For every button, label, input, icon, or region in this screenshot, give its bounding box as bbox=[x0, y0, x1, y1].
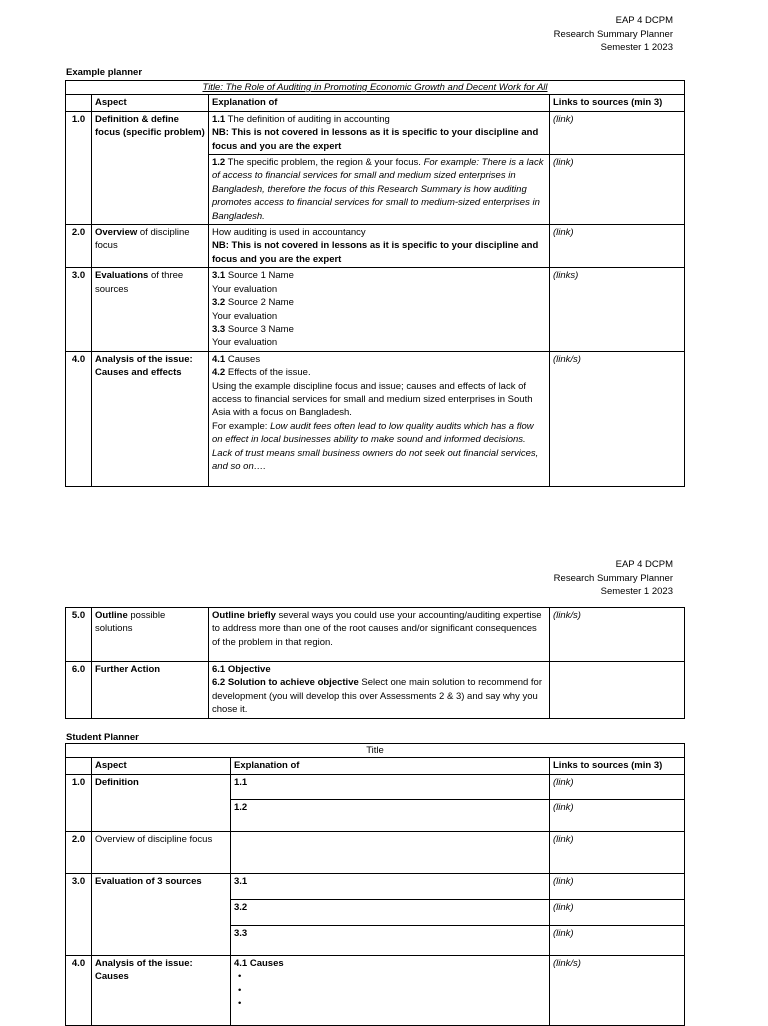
semester: Semester 1 2023 bbox=[600, 586, 673, 597]
aspect-cell bbox=[92, 268, 209, 351]
table-row bbox=[66, 111, 685, 154]
page-header-1 bbox=[554, 14, 673, 55]
row-number: 4.0 bbox=[66, 955, 92, 1025]
course-code: EAP 4 DCPM bbox=[615, 15, 673, 26]
explanation-cell bbox=[209, 155, 550, 225]
source-link[interactable]: (links) bbox=[550, 268, 685, 351]
source-link[interactable]: (link/s) bbox=[550, 351, 685, 486]
aspect-cell: Evaluation of 3 sources bbox=[92, 873, 231, 955]
example-planner-label: Example planner bbox=[66, 67, 143, 78]
course-code: EAP 4 DCPM bbox=[615, 559, 673, 570]
col-links: Links to sources (min 3) bbox=[550, 95, 685, 111]
source-link[interactable]: (link) bbox=[550, 774, 685, 799]
item-number: 4.2 bbox=[212, 367, 226, 379]
col-links: Links to sources (min 3) bbox=[550, 758, 685, 774]
row-number: 3.0 bbox=[66, 873, 92, 955]
item-text: Source 2 Name bbox=[225, 297, 294, 309]
explanation-cell bbox=[209, 268, 550, 351]
item-number: 3.3 bbox=[212, 323, 226, 335]
item-bold: Outline briefly bbox=[212, 610, 276, 621]
row-number: 1.0 bbox=[66, 774, 92, 831]
source-link[interactable]: (link/s) bbox=[550, 955, 685, 1025]
student-title[interactable]: Title bbox=[66, 744, 685, 758]
doc-title: Research Summary Planner bbox=[553, 28, 673, 40]
example-label: For example: bbox=[212, 420, 271, 432]
source-link[interactable]: (link) bbox=[550, 799, 685, 831]
explanation-cell[interactable]: 3.3 bbox=[231, 925, 550, 955]
aspect-cell: Analysis of the issue: Causes bbox=[92, 955, 231, 1025]
table-row bbox=[66, 873, 685, 899]
table-row bbox=[66, 351, 685, 486]
item-text: Source 3 Name bbox=[225, 323, 294, 335]
aspect-cell bbox=[92, 608, 209, 662]
header-row bbox=[66, 95, 685, 111]
item-number: 3.2 bbox=[212, 297, 226, 309]
aspect-bold: Overview bbox=[95, 227, 138, 239]
row-number: 4.0 bbox=[66, 351, 92, 486]
item-number: 4.1 bbox=[212, 353, 226, 365]
doc-title: Research Summary Planner bbox=[553, 572, 673, 584]
title-row bbox=[66, 744, 685, 758]
item-text: Select one main solution to recommend for development (you will develop this over Assessments 2 & 3) and say why you chose it. bbox=[212, 677, 542, 716]
item-text: Using the example discipline focus and issue; causes and effects of lack of access to financial services for small and medium sized enterprises in South Asia with a focus on Bangladesh. bbox=[212, 380, 533, 419]
table-row bbox=[66, 774, 685, 799]
item-number: 1.2 bbox=[212, 157, 226, 169]
explanation-cell bbox=[209, 351, 550, 486]
row-number: 6.0 bbox=[66, 662, 92, 719]
source-link[interactable]: (link) bbox=[550, 925, 685, 955]
table-row bbox=[66, 268, 685, 351]
explanation-cell[interactable]: 1.2 bbox=[231, 799, 550, 831]
aspect-bold: Evaluations bbox=[95, 270, 149, 282]
row-number: 1.0 bbox=[66, 111, 92, 224]
table-row bbox=[66, 955, 685, 1025]
source-link[interactable]: (link) bbox=[550, 831, 685, 873]
evaluation-text: Your evaluation bbox=[212, 283, 278, 295]
aspect-cell: Definition & define focus (specific problem) bbox=[92, 111, 209, 224]
col-aspect: Aspect bbox=[92, 95, 209, 111]
aspect-rest: of three sources bbox=[95, 270, 184, 295]
explanation-cell[interactable]: 1.1 bbox=[231, 774, 550, 799]
item-text: several ways you could use your accounting/auditing expertise to address more than one of the root causes and/or significant consequences of the problem in that region. bbox=[212, 610, 542, 648]
example-text: Low audit fees often lead to low quality audits which has a flow on effect in local businesses ability to make sound and informed decisions. Lack of trust means small business owners do not seek out financial services, and so on…. bbox=[212, 420, 539, 472]
explanation-cell[interactable]: 3.1 bbox=[231, 873, 550, 899]
source-link[interactable]: (link) bbox=[550, 873, 685, 899]
row-number: 5.0 bbox=[66, 608, 92, 662]
aspect-cell: Analysis of the issue: Causes and effects bbox=[92, 351, 209, 486]
item-text: 6.1 Objective bbox=[212, 664, 271, 675]
example-planner-continued-table bbox=[65, 607, 685, 719]
item-text: Effects of the issue. bbox=[225, 367, 311, 379]
page-header-2 bbox=[554, 558, 673, 599]
row-number: 2.0 bbox=[66, 225, 92, 268]
aspect-cell: Definition bbox=[92, 774, 231, 831]
item-text: The specific problem, the region & your focus. bbox=[225, 157, 424, 169]
bullet-item[interactable] bbox=[234, 984, 546, 997]
item-number: 3.1 bbox=[212, 270, 226, 282]
col-aspect: Aspect bbox=[92, 758, 231, 774]
table-row bbox=[66, 662, 685, 719]
item-text: The definition of auditing in accounting bbox=[225, 113, 390, 125]
example-text: For example: There is a lack of access to financial services for small and medium sized enterprises in Bangladesh, therefore the focus of this Research Summary is how auditing promotes access to financial services for small to medium-sized enterprises in Bangladesh. bbox=[212, 157, 544, 222]
table-row bbox=[66, 608, 685, 662]
evaluation-text: Your evaluation bbox=[212, 337, 278, 349]
source-link[interactable]: (link) bbox=[550, 111, 685, 154]
example-title: Title: The Role of Auditing in Promoting Economic Growth and Decent Work for All bbox=[202, 82, 548, 93]
header-row bbox=[66, 758, 685, 774]
item-text: 4.1 Causes bbox=[234, 957, 284, 969]
source-link[interactable]: (link) bbox=[550, 155, 685, 225]
explanation-cell[interactable] bbox=[231, 955, 550, 1025]
source-link[interactable]: (link) bbox=[550, 225, 685, 268]
nb-note: NB: This is not covered in lessons as it is specific to your discipline and focus and you are the expert bbox=[212, 127, 539, 152]
example-planner-table bbox=[65, 80, 685, 487]
source-link[interactable]: (link/s) bbox=[550, 608, 685, 662]
source-link-empty bbox=[550, 662, 685, 719]
aspect-bold: Outline bbox=[95, 610, 128, 621]
source-link[interactable]: (link) bbox=[550, 899, 685, 925]
item-number: 1.1 bbox=[212, 113, 226, 125]
aspect-rest: of discipline focus bbox=[95, 227, 190, 252]
col-explanation: Explanation of bbox=[209, 95, 550, 111]
item-text: Source 1 Name bbox=[225, 270, 294, 282]
explanation-cell[interactable]: 3.2 bbox=[231, 899, 550, 925]
table-row bbox=[66, 225, 685, 268]
bullet-item[interactable] bbox=[234, 997, 546, 1010]
table-row bbox=[66, 831, 685, 873]
item-text: Causes bbox=[225, 353, 261, 365]
aspect-cell: Further Action bbox=[92, 662, 209, 719]
explanation-cell bbox=[209, 662, 550, 719]
bullet-item[interactable] bbox=[234, 970, 546, 983]
aspect-cell: Overview of discipline focus bbox=[92, 831, 231, 873]
explanation-cell bbox=[209, 225, 550, 268]
title-row bbox=[66, 81, 685, 95]
nb-note: NB: This is not covered in lessons as it is specific to your discipline and focus and you are the expert bbox=[212, 240, 539, 265]
student-planner-table bbox=[65, 743, 685, 1026]
semester: Semester 1 2023 bbox=[600, 42, 673, 53]
explanation-cell[interactable] bbox=[231, 831, 550, 873]
aspect-cell bbox=[92, 225, 209, 268]
explanation-cell bbox=[209, 608, 550, 662]
item-bold: 6.2 Solution to achieve objective bbox=[212, 677, 359, 689]
evaluation-text: Your evaluation bbox=[212, 310, 278, 322]
student-planner-label: Student Planner bbox=[66, 732, 139, 743]
col-explanation: Explanation of bbox=[231, 758, 550, 774]
item-text: How auditing is used in accountancy bbox=[212, 227, 366, 239]
explanation-cell bbox=[209, 111, 550, 154]
aspect-rest: possible solutions bbox=[95, 610, 166, 635]
row-number: 3.0 bbox=[66, 268, 92, 351]
row-number: 2.0 bbox=[66, 831, 92, 873]
